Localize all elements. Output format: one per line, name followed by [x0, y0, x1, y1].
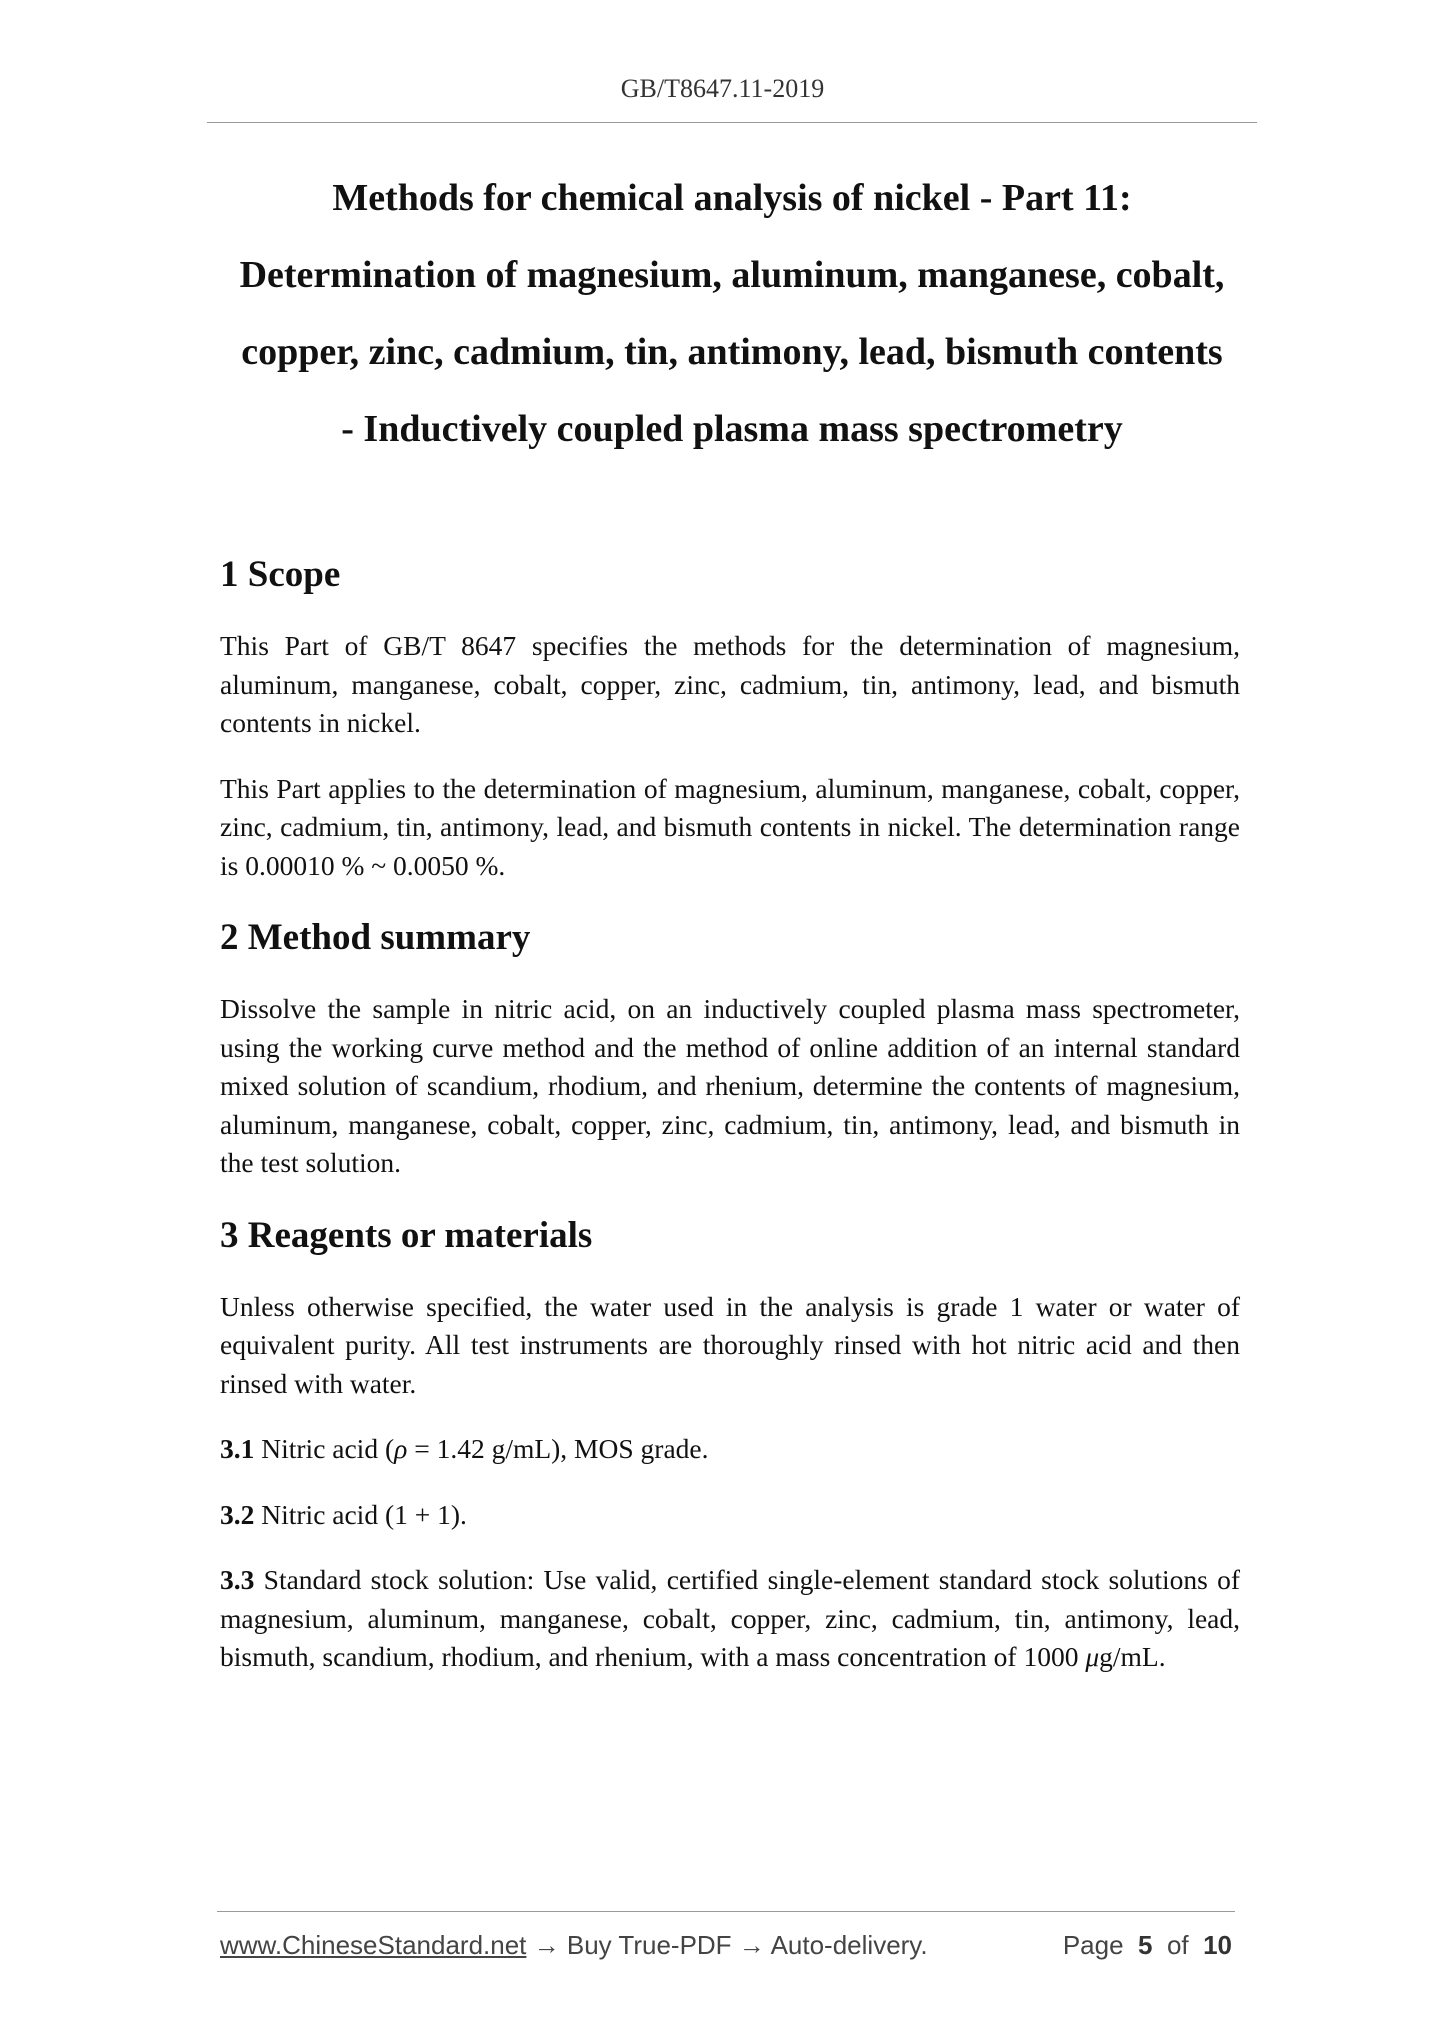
section-heading-scope: 1 Scope [220, 554, 341, 595]
promo-text: → Buy True-PDF → Auto-delivery. [526, 1930, 928, 1960]
section-heading-method-summary: 2 Method summary [220, 917, 531, 958]
title-line-1: Methods for chemical analysis of nickel - Part 11: [332, 177, 1132, 219]
title-line-2: Determination of magnesium, aluminum, manganese, cobalt, [239, 254, 1225, 296]
page-total: 10 [1203, 1930, 1232, 1960]
page-label: Page [1062, 1930, 1124, 1960]
section-heading-reagents: 3 Reagents or materials [220, 1214, 593, 1256]
page-of-label: of [1166, 1930, 1189, 1960]
item-number: 3.3 [220, 1564, 255, 1595]
page-footer [220, 1930, 1232, 1961]
reagent-item-3-1 [220, 1430, 1240, 1469]
item-text: Nitric acid (1 + 1). [254, 1498, 467, 1530]
item-text: Standard stock solution: Use valid, certified single-element standard stock solutions of magnesium, aluminum, manganese, cobalt, copper, zinc, cadmium, tin, antimony, lead, bismuth, scandium, rhodium, and rhenium, with a mass concentration of 1000 [220, 1564, 1240, 1672]
reagent-item-3-3 [220, 1561, 1240, 1677]
unit-text: g/mL. [1099, 1641, 1166, 1672]
page-indicator [1063, 1930, 1232, 1961]
page-current: 5 [1138, 1930, 1153, 1960]
website-link[interactable]: www.ChineseStandard.net [220, 1930, 527, 1960]
standard-code: GB/T8647.11-2019 [620, 74, 825, 103]
scope-paragraph-1: This Part of GB/T 8647 specifies the methods for the determination of magnesium, aluminum, manganese, cobalt, copper, zinc, cadmium, tin, antimony, lead, and bismuth contents in nickel. [220, 630, 1240, 738]
item-number: 3.2 [220, 1498, 255, 1530]
item-text: = 1.42 g/mL), MOS grade. [407, 1433, 709, 1464]
density-symbol: ρ [394, 1433, 408, 1464]
title-line-4: - Inductively coupled plasma mass spectrometry [341, 408, 1123, 450]
document-body [220, 545, 1240, 1677]
document-title [207, 160, 1257, 468]
method-summary-paragraph: Dissolve the sample in nitric acid, on an inductively coupled plasma mass spectrometer, using the working curve method and the method of online addition of an internal standard mixed solution of scandium, rhodium, and rhenium, determine the contents of magnesium, aluminum, manganese, cobalt, copper, zinc, cadmium, tin, antimony, lead, and bismuth in the test solution. [220, 993, 1240, 1178]
footer-divider [217, 1911, 1235, 1912]
reagent-item-3-2 [220, 1496, 1240, 1535]
reagents-paragraph: Unless otherwise specified, the water used in the analysis is grade 1 water or water of equivalent purity. All test instruments are thoroughly rinsed with hot nitric acid and then rinsed with water. [220, 1290, 1240, 1399]
header-divider [207, 122, 1257, 123]
item-number: 3.1 [220, 1433, 255, 1464]
micro-symbol: μ [1085, 1641, 1100, 1672]
title-line-3: copper, zinc, cadmium, tin, antimony, lead, bismuth contents [241, 331, 1223, 373]
item-text: Nitric acid ( [254, 1433, 395, 1464]
scope-paragraph-2: This Part applies to the determination of magnesium, aluminum, manganese, cobalt, copper, zinc, cadmium, tin, antimony, lead, and bismuth contents in nickel. The determination range is 0.00010 % ~ 0.0050 %. [220, 772, 1240, 881]
